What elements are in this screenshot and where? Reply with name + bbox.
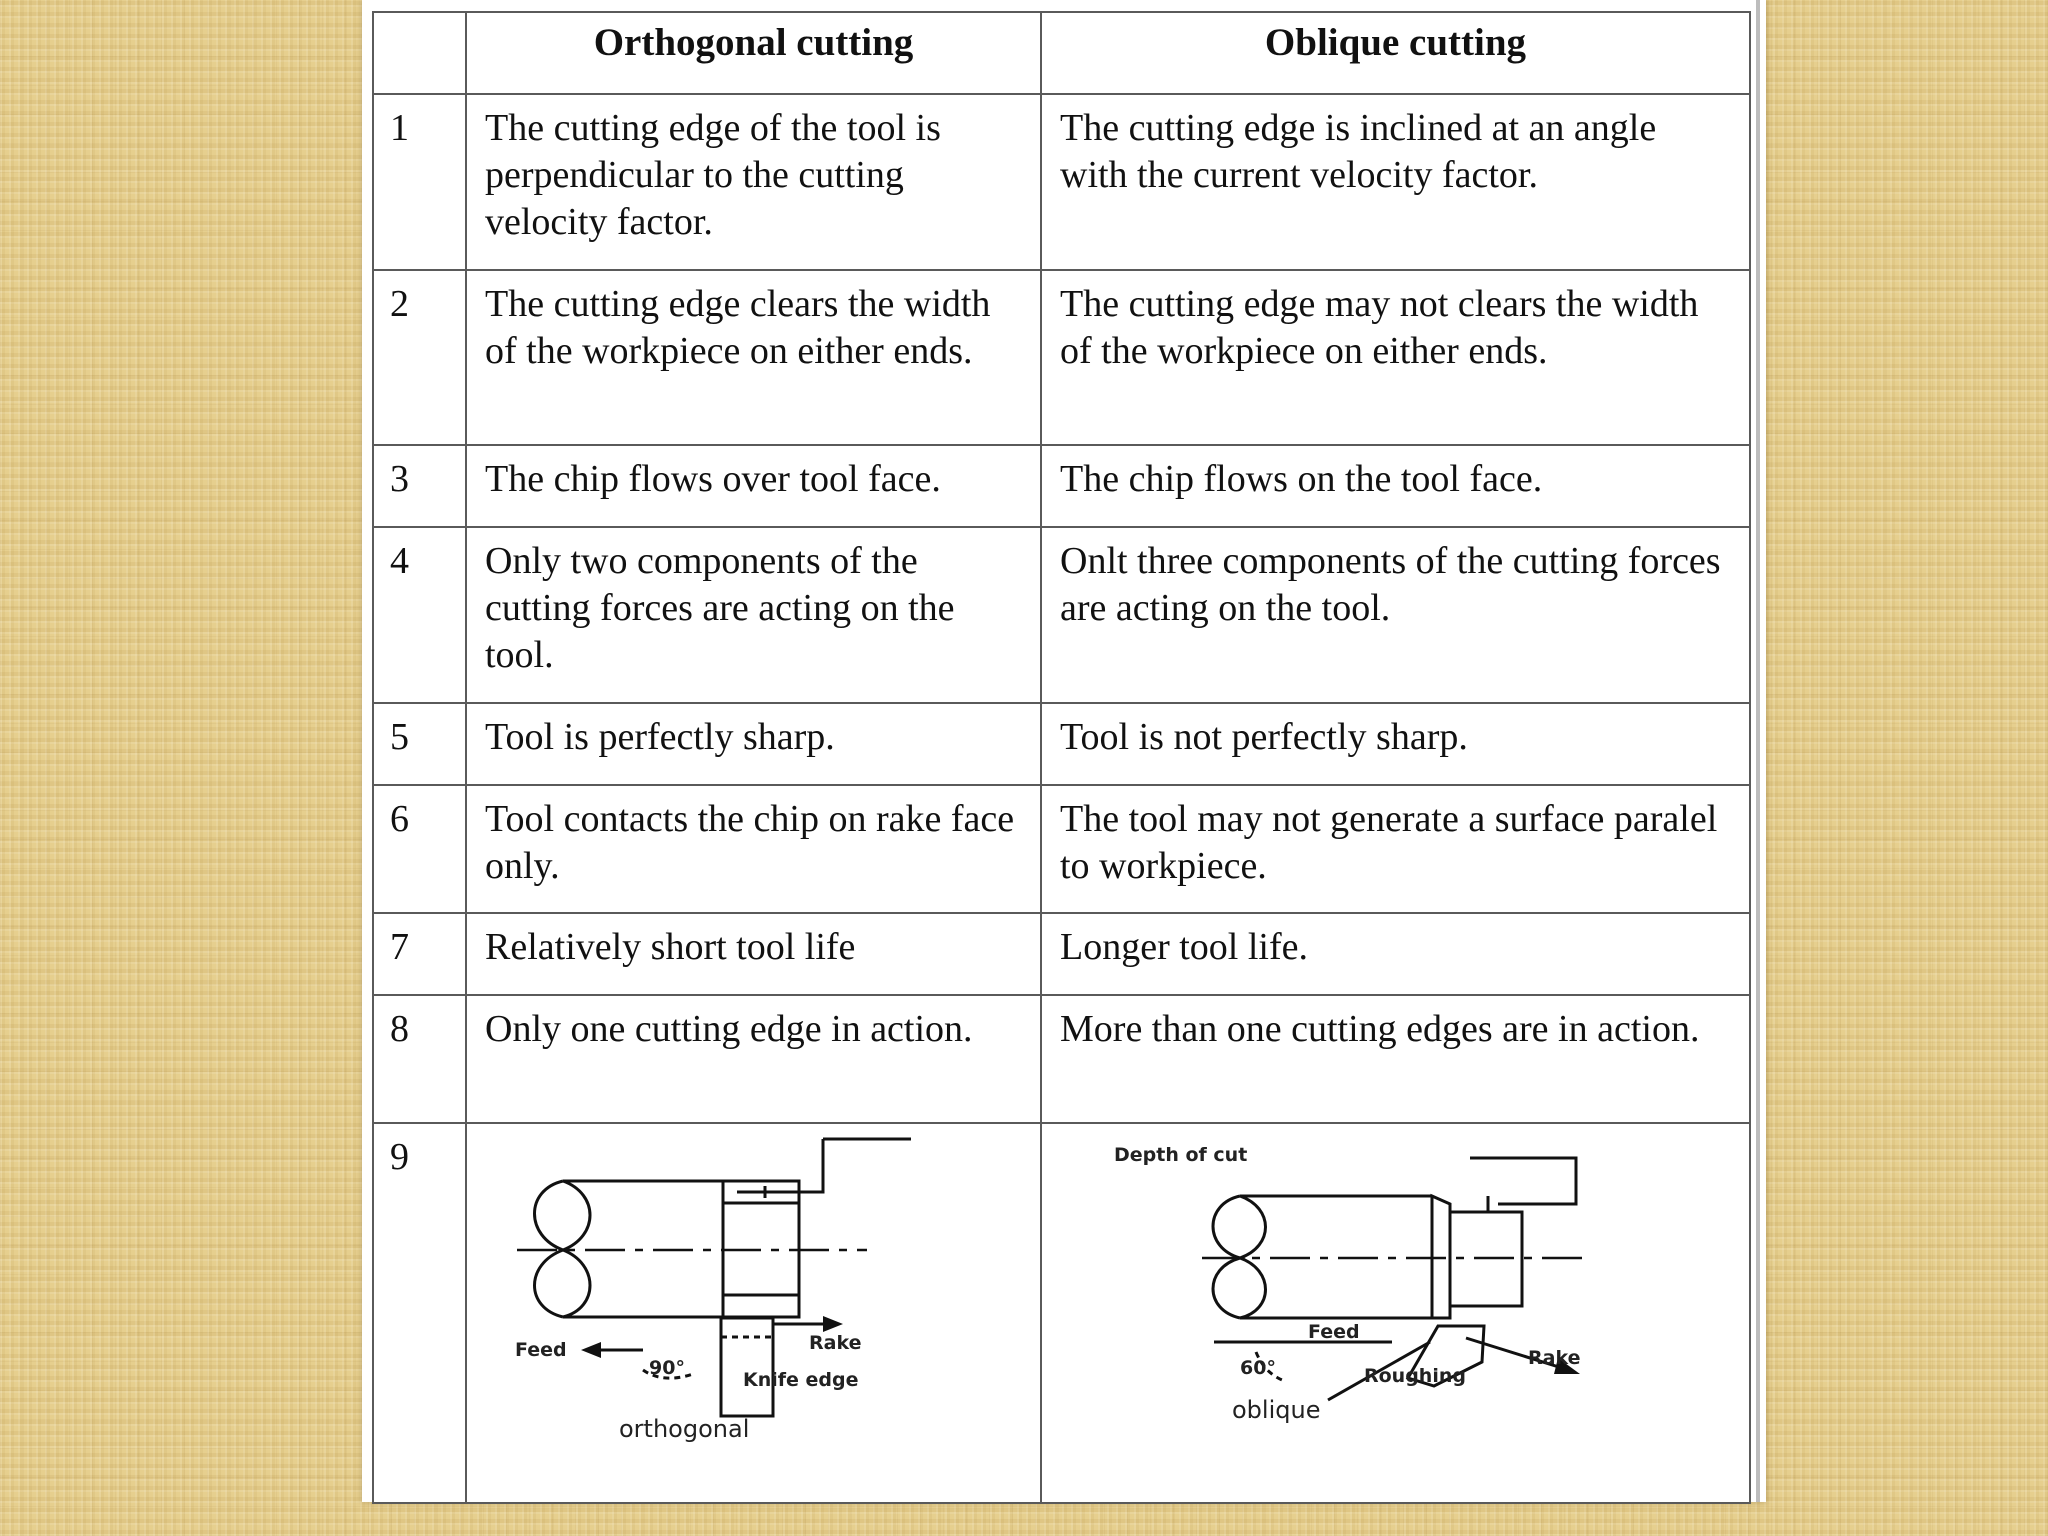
oblique-cell: Onlt three components of the cutting forces are acting on the tool.	[1041, 527, 1750, 703]
tool-holder-arm	[737, 1139, 823, 1192]
row-number: 1	[373, 94, 466, 270]
roughing-label: Roughing	[1364, 1365, 1466, 1387]
figure-row	[373, 1123, 1750, 1503]
feed-label: Feed	[1308, 1321, 1360, 1343]
orthogonal-cutting-diagram	[467, 1124, 1040, 1502]
tool-holder	[1470, 1158, 1576, 1204]
orthogonal-cell: The chip flows over tool face.	[466, 445, 1041, 527]
feed-arrow-head	[581, 1342, 601, 1358]
oblique-cell: Longer tool life.	[1041, 913, 1750, 995]
orthogonal-cell: Tool is perfectly sharp.	[466, 703, 1041, 785]
header-row	[373, 12, 1750, 94]
oblique-cutting-diagram	[1042, 1124, 1749, 1502]
rake-label: Rake	[809, 1332, 862, 1354]
oblique-cell: The chip flows on the tool face.	[1041, 445, 1750, 527]
knife-edge-label: Knife edge	[743, 1369, 859, 1391]
row-number: 5	[373, 703, 466, 785]
orthogonal-caption: orthogonal	[619, 1415, 750, 1443]
orthogonal-cell: The cutting edge clears the width of the workpiece on either ends.	[466, 270, 1041, 445]
rake-arrow-head	[823, 1316, 843, 1332]
orthogonal-cell: The cutting edge of the tool is perpendicular to the cutting velocity factor.	[466, 94, 1041, 270]
row-number: 7	[373, 913, 466, 995]
row-number: 3	[373, 445, 466, 527]
oblique-caption: oblique	[1232, 1396, 1321, 1424]
rake-label: Rake	[1528, 1347, 1581, 1369]
table-row	[373, 527, 1750, 703]
orthogonal-cell: Only two components of the cutting forces are acting on the tool.	[466, 527, 1041, 703]
angle-label: 90°	[649, 1357, 685, 1379]
header-orthogonal: Orthogonal cutting	[466, 12, 1041, 94]
table-row	[373, 913, 1750, 995]
depth-of-cut-label: Depth of cut	[1114, 1144, 1248, 1166]
workpiece-break-lower	[563, 1250, 590, 1317]
oblique-figure-cell	[1041, 1123, 1750, 1503]
table-row	[373, 445, 1750, 527]
comparison-table	[372, 11, 1751, 1504]
orthogonal-cell: Relatively short tool life	[466, 913, 1041, 995]
oblique-cell: Tool is not perfectly sharp.	[1041, 703, 1750, 785]
workpiece-break-right	[563, 1181, 590, 1250]
row-number: 8	[373, 995, 466, 1123]
workpiece-break-right	[1240, 1196, 1266, 1258]
table-row	[373, 94, 1750, 270]
row-number: 2	[373, 270, 466, 445]
oblique-cell: The cutting edge may not clears the width of the workpiece on either ends.	[1041, 270, 1750, 445]
oblique-cell: The cutting edge is inclined at an angle with the current velocity factor.	[1041, 94, 1750, 270]
sheet-edge	[1756, 0, 1760, 1502]
table-row	[373, 703, 1750, 785]
orthogonal-cell: Only one cutting edge in action.	[466, 995, 1041, 1123]
orthogonal-cell: Tool contacts the chip on rake face only.	[466, 785, 1041, 913]
orthogonal-figure-cell	[466, 1123, 1041, 1503]
feed-label: Feed	[515, 1339, 567, 1361]
oblique-cell: More than one cutting edges are in action.	[1041, 995, 1750, 1123]
header-number	[373, 12, 466, 94]
workpiece-break-lower	[1240, 1258, 1266, 1318]
table-row	[373, 270, 1750, 445]
row-number: 6	[373, 785, 466, 913]
row-number: 4	[373, 527, 466, 703]
table-row	[373, 995, 1750, 1123]
cutting-tool	[721, 1318, 773, 1416]
table-row	[373, 785, 1750, 913]
header-oblique: Oblique cutting	[1041, 12, 1750, 94]
oblique-cell: The tool may not generate a surface paralel to workpiece.	[1041, 785, 1750, 913]
row-number: 9	[373, 1123, 466, 1503]
angle-label: 60°	[1240, 1357, 1276, 1379]
